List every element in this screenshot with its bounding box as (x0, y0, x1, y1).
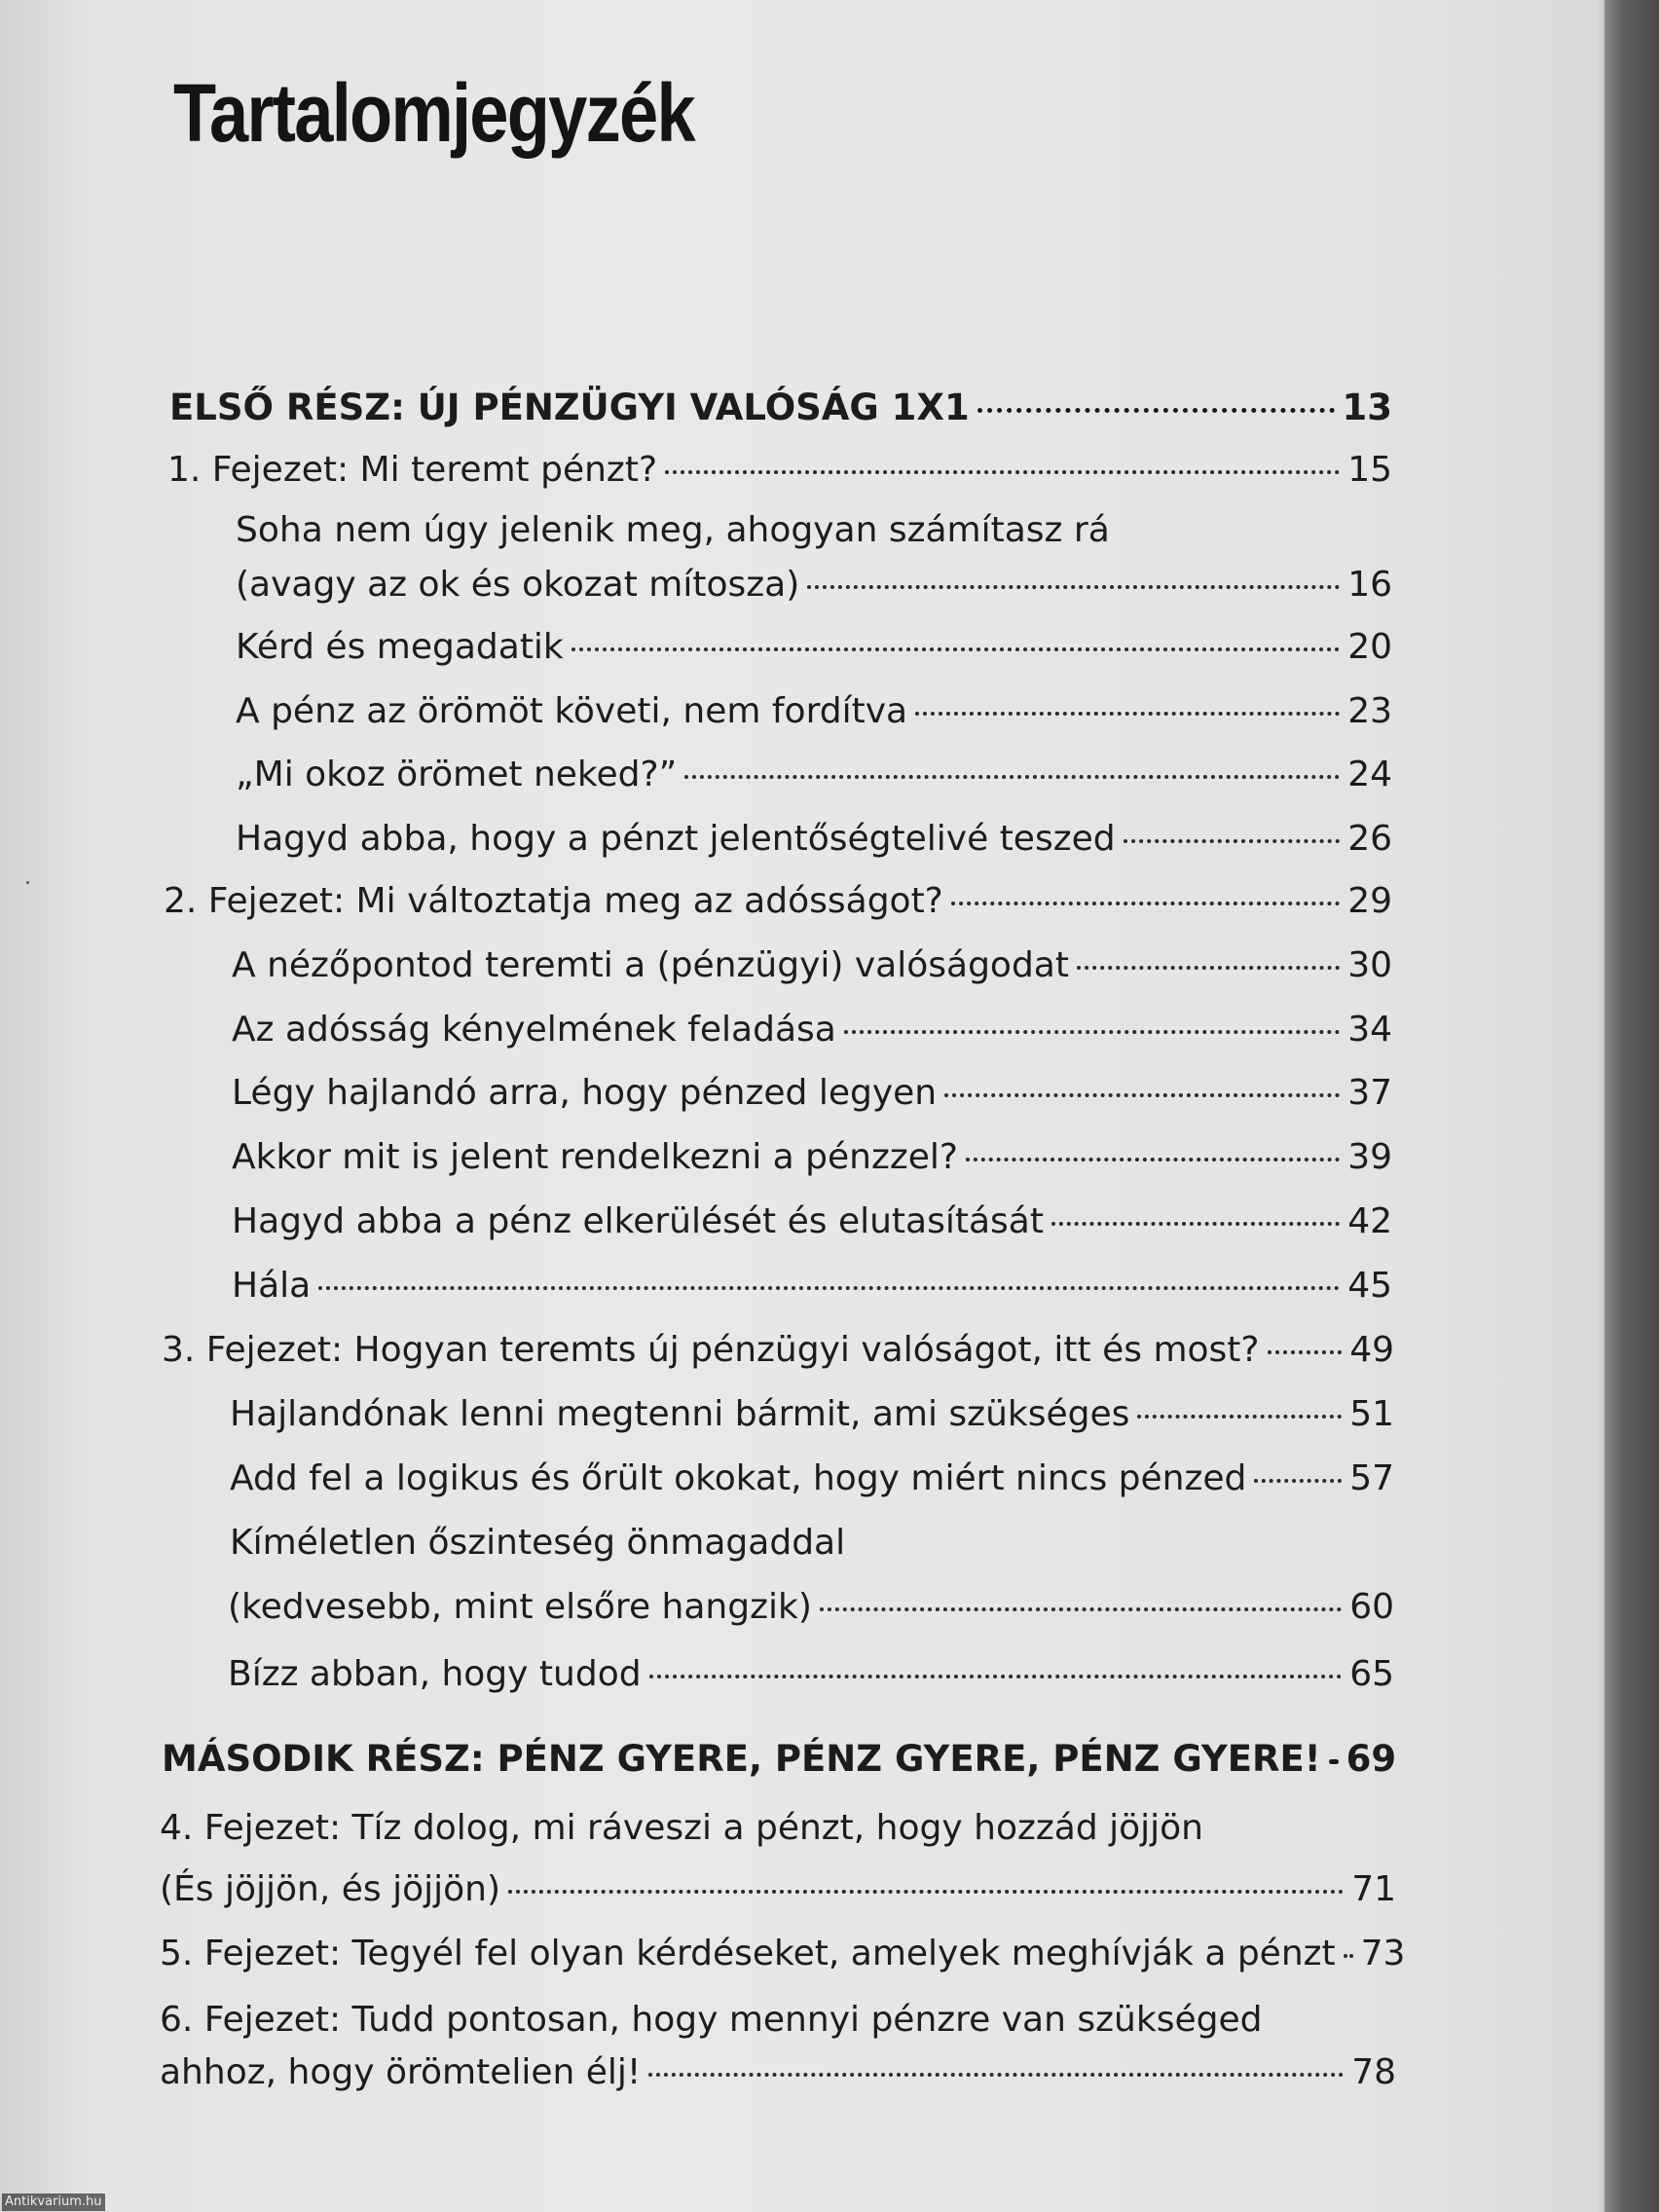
toc-chapter-2 (164, 879, 1392, 924)
toc-section (232, 1008, 1392, 1052)
toc-label: Akkor mit is jelent rendelkezni a pénzzel? (232, 1137, 959, 1177)
dot-leader (977, 408, 1335, 413)
toc-section (236, 689, 1392, 734)
toc-page-number: 15 (1347, 450, 1392, 490)
toc-section (230, 1392, 1394, 1437)
toc-entry-first-line: Kíméletlen őszinteség önmagaddal (230, 1523, 846, 1563)
toc-entry-first-line: Soha nem úgy jelenik meg, ahogyan számítasz rá (236, 510, 1110, 550)
toc-page-number: 73 (1360, 1934, 1406, 1973)
toc-page-number: 51 (1349, 1394, 1394, 1434)
dot-leader (1051, 1222, 1340, 1226)
toc-label: Add fel a logikus és őrült okokat, hogy miért nincs pénzed (230, 1458, 1247, 1498)
toc-section (232, 1199, 1392, 1244)
toc-label: Kérd és megadatik (236, 627, 564, 667)
dot-leader (844, 1030, 1340, 1034)
toc-label: 5. Fejezet: Tegyél fel olyan kérdéseket, amelyek meghívják a pénzt (160, 1934, 1336, 1973)
toc-section (232, 943, 1392, 988)
toc-label: 3. Fejezet: Hogyan teremts új pénzügyi valóságot, itt és most? (162, 1330, 1260, 1370)
toc-page-number: 23 (1347, 691, 1392, 731)
toc-label: MÁSODIK RÉSZ: PÉNZ GYERE, PÉNZ GYERE, PÉNZ GYERE! (162, 1738, 1321, 1780)
dot-leader (665, 470, 1340, 474)
dot-leader (1077, 966, 1340, 970)
toc-label: Bízz abban, hogy tudod (228, 1654, 642, 1694)
toc-label: „Mi okoz örömet neked?” (236, 755, 678, 794)
toc-chapter-4 (160, 1867, 1396, 1912)
page-title: Tartalomjegyzék (173, 67, 694, 159)
toc-section (232, 1071, 1392, 1116)
toc-label: (És jöjjön, és jöjjön) (160, 1869, 501, 1909)
toc-page-number: 16 (1347, 565, 1392, 605)
toc-section (232, 1264, 1392, 1309)
toc-entry-first-line: 4. Fejezet: Tíz dolog, mi ráveszi a pénzt, hogy hozzád jöjjön (160, 1808, 1203, 1848)
toc-label: Hagyd abba, hogy a pénzt jelentőségtelivé teszed (236, 819, 1116, 859)
toc-label: Hajlandónak lenni megtenni bármit, ami szükséges (230, 1394, 1130, 1434)
dot-leader (915, 712, 1340, 716)
toc-label: ahhoz, hogy örömtelien élj! (160, 2052, 642, 2092)
dot-leader (807, 585, 1340, 589)
dot-leader (944, 1093, 1340, 1097)
toc-page-number: 60 (1349, 1587, 1394, 1627)
toc-section (228, 1585, 1394, 1630)
toc-label: (kedvesebb, mint elsőre hangzik) (228, 1587, 812, 1627)
toc-page-number: 71 (1351, 1869, 1396, 1909)
toc-page-number: 13 (1342, 387, 1392, 428)
dot-leader (1329, 1759, 1339, 1764)
toc-part-2 (162, 1737, 1396, 1782)
toc-section (236, 625, 1392, 670)
toc-label: 1. Fejezet: Mi teremt pénzt? (167, 450, 658, 490)
toc-section (236, 817, 1392, 862)
dot-leader (648, 2073, 1344, 2077)
toc-label: A nézőpontod teremti a (pénzügyi) valóságodat (232, 945, 1069, 985)
toc-page-number: 29 (1347, 881, 1392, 921)
toc-page-number: 49 (1349, 1330, 1394, 1370)
toc-page-number: 30 (1347, 945, 1392, 985)
toc-label: Hagyd abba a pénz elkerülését és elutasítását (232, 1201, 1044, 1241)
toc-section (236, 563, 1392, 608)
dot-leader (318, 1286, 1340, 1290)
toc-page-number: 42 (1347, 1201, 1392, 1241)
toc-page-number: 20 (1347, 627, 1392, 667)
toc-part-1 (169, 386, 1392, 430)
toc-page-number: 78 (1351, 2052, 1396, 2092)
dot-leader (1137, 1415, 1342, 1419)
toc-page-number: 37 (1347, 1073, 1392, 1113)
toc-label: A pénz az örömöt követi, nem fordítva (236, 691, 908, 731)
toc-page-number: 65 (1349, 1654, 1394, 1694)
toc-section (236, 753, 1392, 797)
toc-chapter-5 (160, 1932, 1406, 1976)
dot-leader (571, 647, 1340, 651)
dot-leader (820, 1607, 1342, 1611)
toc-entry-first-line: 6. Fejezet: Tudd pontosan, hogy mennyi pénzre van szükséged (160, 2000, 1263, 2040)
toc-page-number: 26 (1347, 819, 1392, 859)
dot-leader (966, 1158, 1340, 1161)
toc-page-number: 57 (1349, 1458, 1394, 1498)
toc-section (232, 1135, 1392, 1180)
toc-page-number: 34 (1347, 1010, 1392, 1050)
dot-leader (951, 902, 1340, 905)
toc-label: Az adósság kényelmének feladása (232, 1010, 836, 1050)
toc-page-number: 69 (1346, 1738, 1397, 1780)
toc-section (228, 1652, 1394, 1697)
dot-leader (1268, 1350, 1343, 1354)
toc-section (230, 1456, 1394, 1501)
toc-page-number: 45 (1347, 1266, 1392, 1306)
toc-label: ELSŐ RÉSZ: ÚJ PÉNZÜGYI VALÓSÁG 1X1 (169, 387, 970, 428)
dot-leader (649, 1675, 1343, 1678)
toc-page-number: 39 (1347, 1137, 1392, 1177)
dot-leader (1344, 1954, 1353, 1958)
dot-leader (508, 1890, 1344, 1894)
toc-chapter-1 (167, 448, 1392, 493)
toc-label: 2. Fejezet: Mi változtatja meg az adósságot? (164, 881, 943, 921)
toc-label: Hála (232, 1266, 312, 1306)
toc-chapter-3 (162, 1328, 1394, 1373)
dot-leader (1254, 1479, 1342, 1483)
dot-leader (684, 775, 1340, 779)
watermark: Antikvarium.hu (2, 2194, 105, 2211)
dot-leader (1124, 839, 1341, 843)
toc-chapter-6 (160, 2050, 1396, 2095)
book-spine (1604, 0, 1659, 2212)
toc-label: Légy hajlandó arra, hogy pénzed legyen (232, 1073, 938, 1113)
toc-page-number: 24 (1347, 755, 1392, 794)
toc-label: (avagy az ok és okozat mítosza) (236, 565, 800, 605)
